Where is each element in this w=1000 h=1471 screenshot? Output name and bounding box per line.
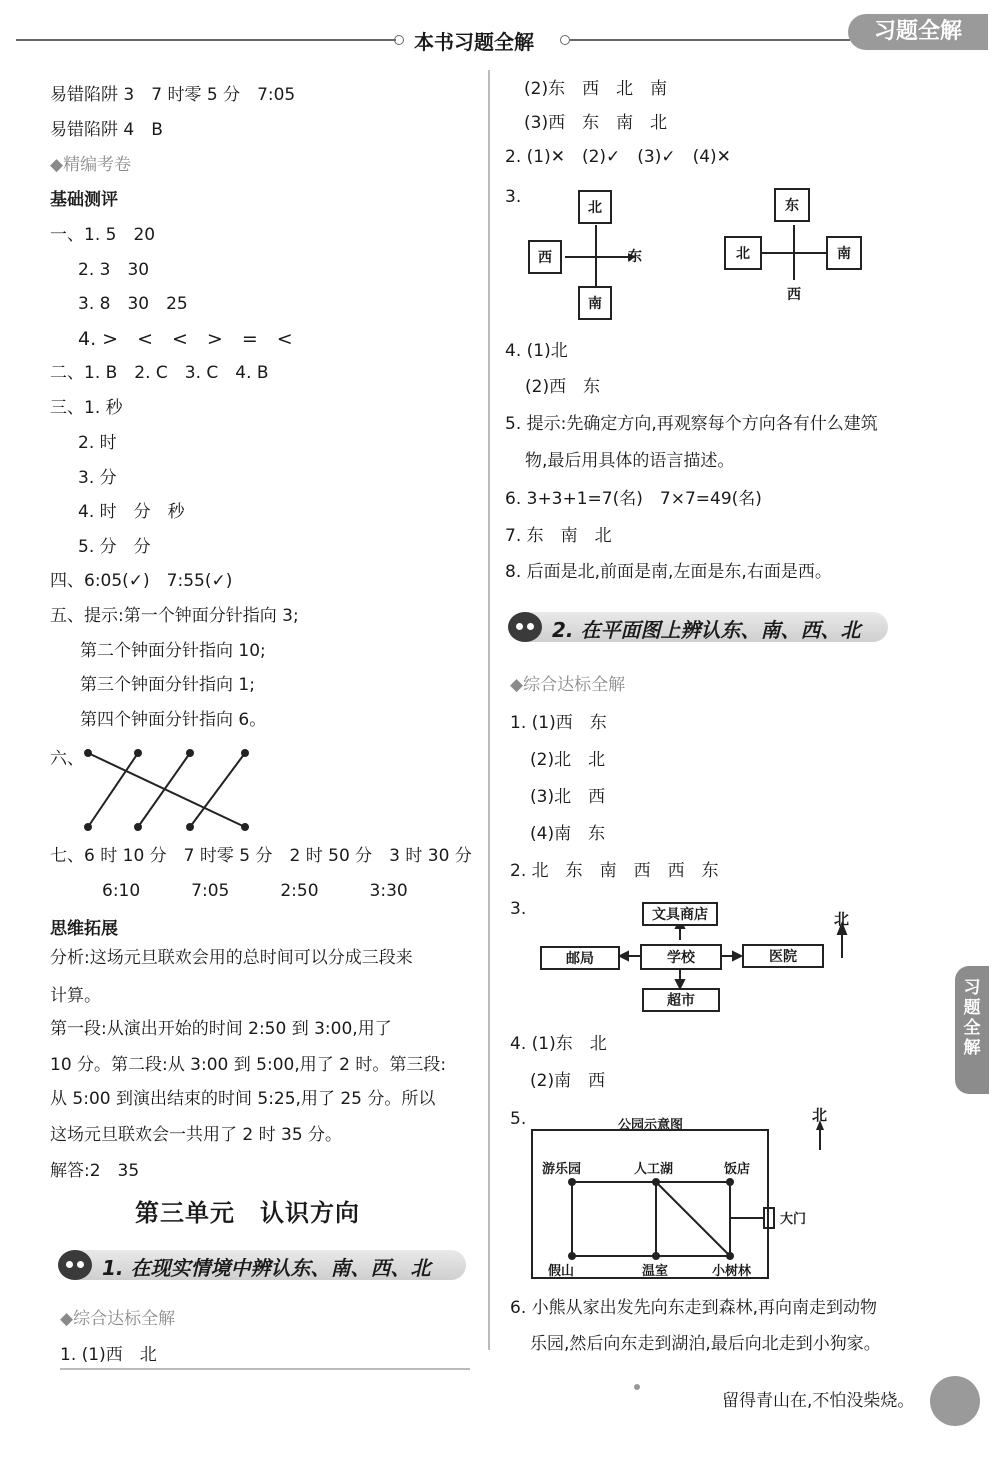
side-tab-label: 习题全解 (963, 978, 981, 1058)
compass-1-right: 东 (628, 249, 642, 265)
compass-1-top: 北 (578, 190, 612, 224)
park-bm: 温室 (642, 1264, 669, 1279)
analysis-line-5: 从 5:00 到演出结束的时间 5:25,用了 25 分。所以 (50, 1089, 436, 1109)
footer-dot (634, 1384, 640, 1390)
map-3-top: 文具商店 (642, 902, 718, 926)
map-3-north: 北 (834, 910, 850, 928)
side-tab (955, 966, 989, 1094)
answer-3-2: 2. 时 (78, 433, 117, 453)
r-line-7: 5. 提示:先确定方向,再观察每个方向各有什么建筑 (505, 414, 878, 434)
r-line-10: 7. 东 南 北 (505, 526, 612, 546)
heading-jichu: 基础测评 (50, 190, 118, 210)
map-3-center: 学校 (640, 944, 722, 970)
park-bl: 假山 (548, 1264, 575, 1279)
s-line-6: 3. (510, 899, 527, 919)
park-tl: 游乐园 (542, 1162, 582, 1177)
map-3-bottom: 超市 (642, 988, 720, 1012)
analysis-answer: 解答:2 35 (50, 1161, 140, 1181)
header-rule-left (16, 39, 396, 41)
answer-3-4: 4. 时 分 秒 (78, 502, 185, 522)
footer-motto: 留得青山在,不怕没柴烧。 (722, 1391, 915, 1411)
header-rule-right (570, 39, 850, 41)
analysis-line-3: 第一段:从演出开始的时间 2:50 到 3:00,用了 (50, 1019, 392, 1039)
section-zonghe-right: ◆综合达标全解 (510, 675, 626, 695)
header-corner-tab: 习题全解 (848, 14, 988, 50)
r-line-1: (2)东 西 北 南 (524, 79, 668, 99)
r-line-8: 物,最后用具体的语言描述。 (525, 451, 735, 471)
header-title: 本书习题全解 (414, 30, 534, 54)
map-3-right: 医院 (742, 944, 824, 968)
lesson-title-1: 1. 在现实情境中辨认东、南、西、北 (102, 1256, 431, 1280)
park-title: 公园示意图 (618, 1118, 684, 1133)
lesson-title-2: 2. 在平面图上辨认东、南、西、北 (552, 618, 861, 642)
answer-3-1: 三、1. 秒 (50, 398, 123, 418)
r-line-11: 8. 后面是北,前面是南,左面是东,右面是西。 (505, 562, 832, 582)
r-line-3: 2. (1)✕ (2)✓ (3)✓ (4)✕ (505, 147, 731, 167)
section-jingbian: ◆精编考卷 (50, 155, 132, 175)
answer-5-1: 五、提示:第一个钟面分针指向 3; (50, 606, 299, 626)
header-rule-dot-left (394, 35, 404, 45)
left-column-bottom-rule (60, 1368, 470, 1370)
answer-1-4: 4. > < < > = < (78, 328, 293, 350)
analysis-line-1: 分析:这场元旦联欢会用的总时间可以分成三段来 (50, 948, 413, 968)
mascot-icon (58, 1250, 92, 1280)
answer-1-1: 一、1. 5 20 (50, 225, 156, 245)
s-line-8: (2)南 西 (530, 1071, 606, 1091)
answer-2: 二、1. B 2. C 3. C 4. B (50, 363, 269, 383)
matching-lines (80, 745, 260, 835)
section-zonghe-left: ◆综合达标全解 (60, 1309, 176, 1329)
q1-1: 1. (1)西 北 (60, 1345, 157, 1365)
r-line-6: (2)西 东 (525, 377, 601, 397)
answer-1-3: 3. 8 30 25 (78, 294, 188, 314)
compass-1-left: 西 (528, 240, 562, 274)
analysis-line-4: 10 分。第二段:从 3:00 到 5:00,用了 2 时。第三段: (50, 1055, 447, 1075)
r-line-4: 3. (505, 187, 522, 207)
compass-2-top: 东 (774, 188, 810, 222)
map-3-left: 邮局 (540, 946, 620, 970)
r-line-5: 4. (1)北 (505, 341, 568, 361)
header-rule-dot-right (560, 35, 570, 45)
s-line-9: 5. (510, 1109, 527, 1129)
answer-7-2: 6:10 7:05 2:50 3:30 (102, 881, 408, 901)
s-line-2: (2)北 北 (530, 750, 606, 770)
answer-5-4: 第四个钟面分针指向 6。 (80, 710, 267, 730)
park-tr: 饭店 (724, 1162, 751, 1177)
analysis-line-6: 这场元旦联欢会一共用了 2 时 35 分。 (50, 1125, 343, 1145)
s-line-4: (4)南 东 (530, 824, 606, 844)
trap-4: 易错陷阱 4 B (50, 120, 163, 140)
page-number-badge (930, 1376, 980, 1426)
answer-3-5: 5. 分 分 (78, 537, 151, 557)
compass-2-bottom: 西 (787, 287, 801, 303)
compass-2-left: 北 (724, 236, 762, 270)
analysis-line-2: 计算。 (50, 986, 101, 1006)
s-line-11: 乐园,然后向东走到湖泊,最后向北走到小狗家。 (530, 1334, 881, 1354)
answer-6-label: 六、 (50, 749, 84, 769)
s-line-3: (3)北 西 (530, 787, 606, 807)
trap-3: 易错陷阱 3 7 时零 5 分 7:05 (50, 85, 296, 105)
park-br: 小树林 (712, 1264, 752, 1279)
park-gate: 大门 (780, 1212, 807, 1227)
heading-siwei: 思维拓展 (50, 919, 118, 939)
answer-1-2: 2. 3 30 (78, 260, 150, 280)
mascot-icon-2 (508, 612, 542, 642)
park-tm: 人工湖 (634, 1162, 674, 1177)
park-north: 北 (812, 1106, 828, 1124)
left-column-frame (488, 70, 490, 1350)
s-line-5: 2. 北 东 南 西 西 东 (510, 861, 719, 881)
answer-5-3: 第三个钟面分针指向 1; (80, 675, 255, 695)
r-line-2: (3)西 东 南 北 (524, 113, 668, 133)
unit-title: 第三单元 认识方向 (135, 1199, 360, 1227)
answer-3-3: 3. 分 (78, 468, 117, 488)
answer-7-1: 七、6 时 10 分 7 时零 5 分 2 时 50 分 3 时 30 分 (50, 846, 472, 866)
answer-4: 四、6:05(✓) 7:55(✓) (50, 571, 233, 591)
r-line-9: 6. 3+3+1=7(名) 7×7=49(名) (505, 489, 762, 509)
compass-2-right: 南 (826, 236, 862, 270)
compass-1-bottom: 南 (578, 286, 612, 320)
park-map (530, 1100, 840, 1280)
s-line-7: 4. (1)东 北 (510, 1034, 607, 1054)
s-line-10: 6. 小熊从家出发先向东走到森林,再向南走到动物 (510, 1298, 878, 1318)
s-line-1: 1. (1)西 东 (510, 713, 607, 733)
answer-5-2: 第二个钟面分针指向 10; (80, 641, 266, 661)
